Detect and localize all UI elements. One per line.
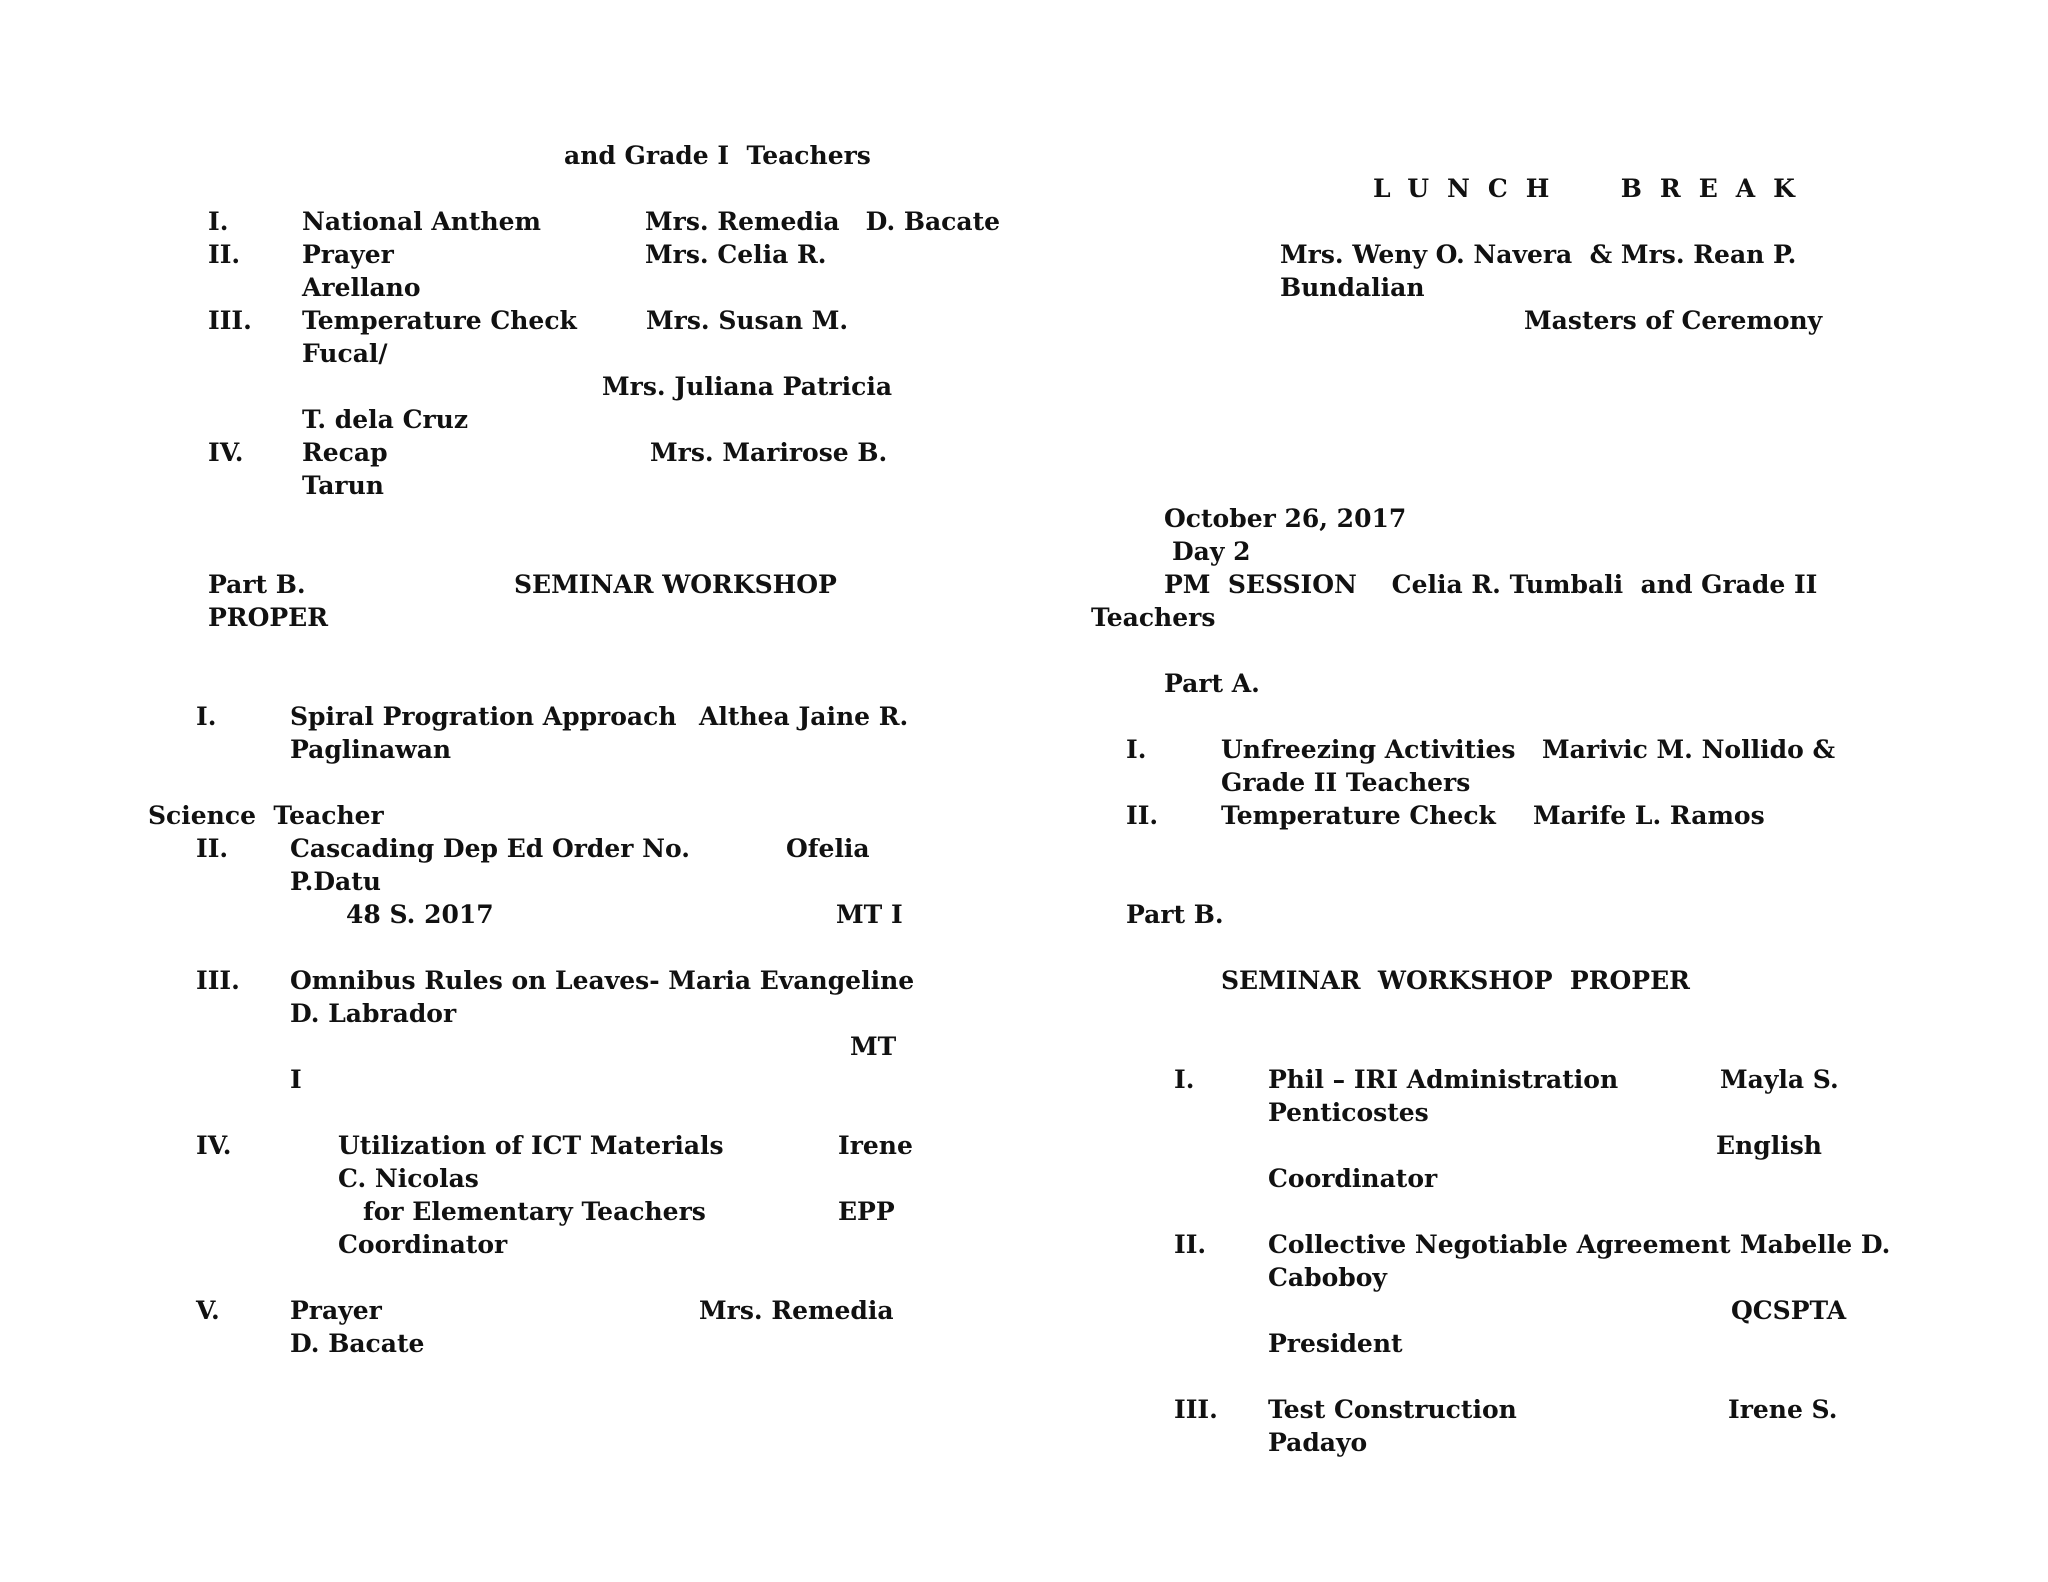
- item-role: MT: [850, 1032, 897, 1061]
- item-numeral: I.: [1126, 735, 1147, 764]
- item-title: Unfreezing Activities: [1221, 735, 1516, 764]
- item-person-wrap: Paglinawan: [290, 735, 452, 764]
- item-numeral: II.: [196, 834, 229, 863]
- item-numeral: I.: [208, 207, 229, 236]
- item-numeral: III.: [196, 966, 240, 995]
- item-extra-person-wrap: T. dela Cruz: [302, 405, 469, 434]
- item-person: Mabelle D.: [1740, 1230, 1891, 1259]
- item-numeral: II.: [208, 240, 241, 269]
- lunch-break-heading: LUNCH BREAK: [1373, 174, 1813, 203]
- item-title: Phil – IRI Administration: [1268, 1065, 1619, 1094]
- item-person-wrap: D. Bacate: [290, 1329, 425, 1358]
- item-numeral: II.: [1126, 801, 1159, 830]
- part-b-label: Part B.: [208, 570, 306, 599]
- item-person-wrap: Padayo: [1268, 1428, 1368, 1457]
- part-b-label: Part B.: [1126, 900, 1224, 929]
- item-person: Mayla S.: [1720, 1065, 1839, 1094]
- part-b-heading: SEMINAR WORKSHOP PROPER: [1221, 966, 1690, 995]
- item-person-wrap: C. Nicolas: [338, 1164, 479, 1193]
- item-person-wrap: Fucal/: [302, 339, 388, 368]
- item-title: Prayer: [290, 1296, 382, 1325]
- mc-line: Mrs. Weny O. Navera & Mrs. Rean P.: [1280, 240, 1797, 269]
- item-person: Ofelia: [786, 834, 870, 863]
- item-person-wrap: P.Datu: [290, 867, 381, 896]
- item-numeral: IV.: [208, 438, 244, 467]
- item-person: Mrs. Remedia D. Bacate: [645, 207, 1001, 236]
- item-title: Temperature Check: [1221, 801, 1496, 830]
- part-a-label: Part A.: [1164, 669, 1260, 698]
- item-person-wrap: D. Labrador: [290, 999, 457, 1028]
- item-person-wrap: Caboboy: [1268, 1263, 1387, 1292]
- item-person: Mrs. Celia R.: [645, 240, 827, 269]
- item-role: English: [1716, 1131, 1822, 1160]
- item-person: Mrs. Susan M.: [646, 306, 849, 335]
- item-person-wrap: Tarun: [302, 471, 384, 500]
- item-title: Cascading Dep Ed Order No.: [290, 834, 690, 863]
- part-b-heading-wrap: PROPER: [208, 603, 328, 632]
- item-numeral: II.: [1174, 1230, 1207, 1259]
- mc-line-wrap: Bundalian: [1280, 273, 1425, 302]
- part-b-heading: SEMINAR WORKSHOP: [514, 570, 837, 599]
- session-line: PM SESSION Celia R. Tumbali and Grade II: [1164, 570, 1818, 599]
- item-title: Spiral Progration Approach: [290, 702, 677, 731]
- session-date: October 26, 2017: [1164, 504, 1407, 533]
- item-title: Omnibus Rules on Leaves- Maria Evangeline: [290, 966, 915, 995]
- item-title: Prayer: [302, 240, 394, 269]
- item-numeral: I.: [1174, 1065, 1195, 1094]
- item-numeral: III.: [208, 306, 252, 335]
- header-line: and Grade I Teachers: [564, 141, 871, 170]
- item-extra-person: Mrs. Juliana Patricia: [602, 372, 893, 401]
- session-day: Day 2: [1172, 537, 1251, 566]
- item-numeral: I.: [196, 702, 217, 731]
- item-numeral: III.: [1174, 1395, 1218, 1424]
- item-role-wrap: Coordinator: [1268, 1164, 1438, 1193]
- item-person: Mrs. Remedia: [699, 1296, 894, 1325]
- item-title: Recap: [302, 438, 388, 467]
- item-role: QCSPTA: [1731, 1296, 1847, 1325]
- item-person-wrap: Arellano: [302, 273, 421, 302]
- session-line-wrap: Teachers: [1091, 603, 1216, 632]
- item-title: Utilization of ICT Materials: [338, 1131, 724, 1160]
- item-role: EPP: [838, 1197, 895, 1226]
- item-person: Marivic M. Nollido &: [1542, 735, 1836, 764]
- item-person: Mrs. Marirose B.: [650, 438, 888, 467]
- item-title-line2: for Elementary Teachers: [363, 1197, 706, 1226]
- item-person: Irene: [838, 1131, 913, 1160]
- item-person: Althea Jaine R.: [699, 702, 909, 731]
- item-person: Irene S.: [1728, 1395, 1838, 1424]
- item-title: Temperature Check: [302, 306, 577, 335]
- item-role: MT I: [836, 900, 903, 929]
- item-numeral: V.: [196, 1296, 220, 1325]
- item-numeral: IV.: [196, 1131, 232, 1160]
- item-title: Collective Negotiable Agreement: [1268, 1230, 1731, 1259]
- item-role-wrap: Coordinator: [338, 1230, 508, 1259]
- item-title: Test Construction: [1268, 1395, 1517, 1424]
- item-role-wrap: I: [290, 1065, 302, 1094]
- item-title: National Anthem: [302, 207, 542, 236]
- item-person-wrap: Grade II Teachers: [1221, 768, 1471, 797]
- item-role-wrap: President: [1268, 1329, 1403, 1358]
- item-title-line2: 48 S. 2017: [346, 900, 494, 929]
- mc-role: Masters of Ceremony: [1524, 306, 1823, 335]
- item-role: Science Teacher: [148, 801, 384, 830]
- item-person: Marife L. Ramos: [1533, 801, 1765, 830]
- item-person-wrap: Penticostes: [1268, 1098, 1429, 1127]
